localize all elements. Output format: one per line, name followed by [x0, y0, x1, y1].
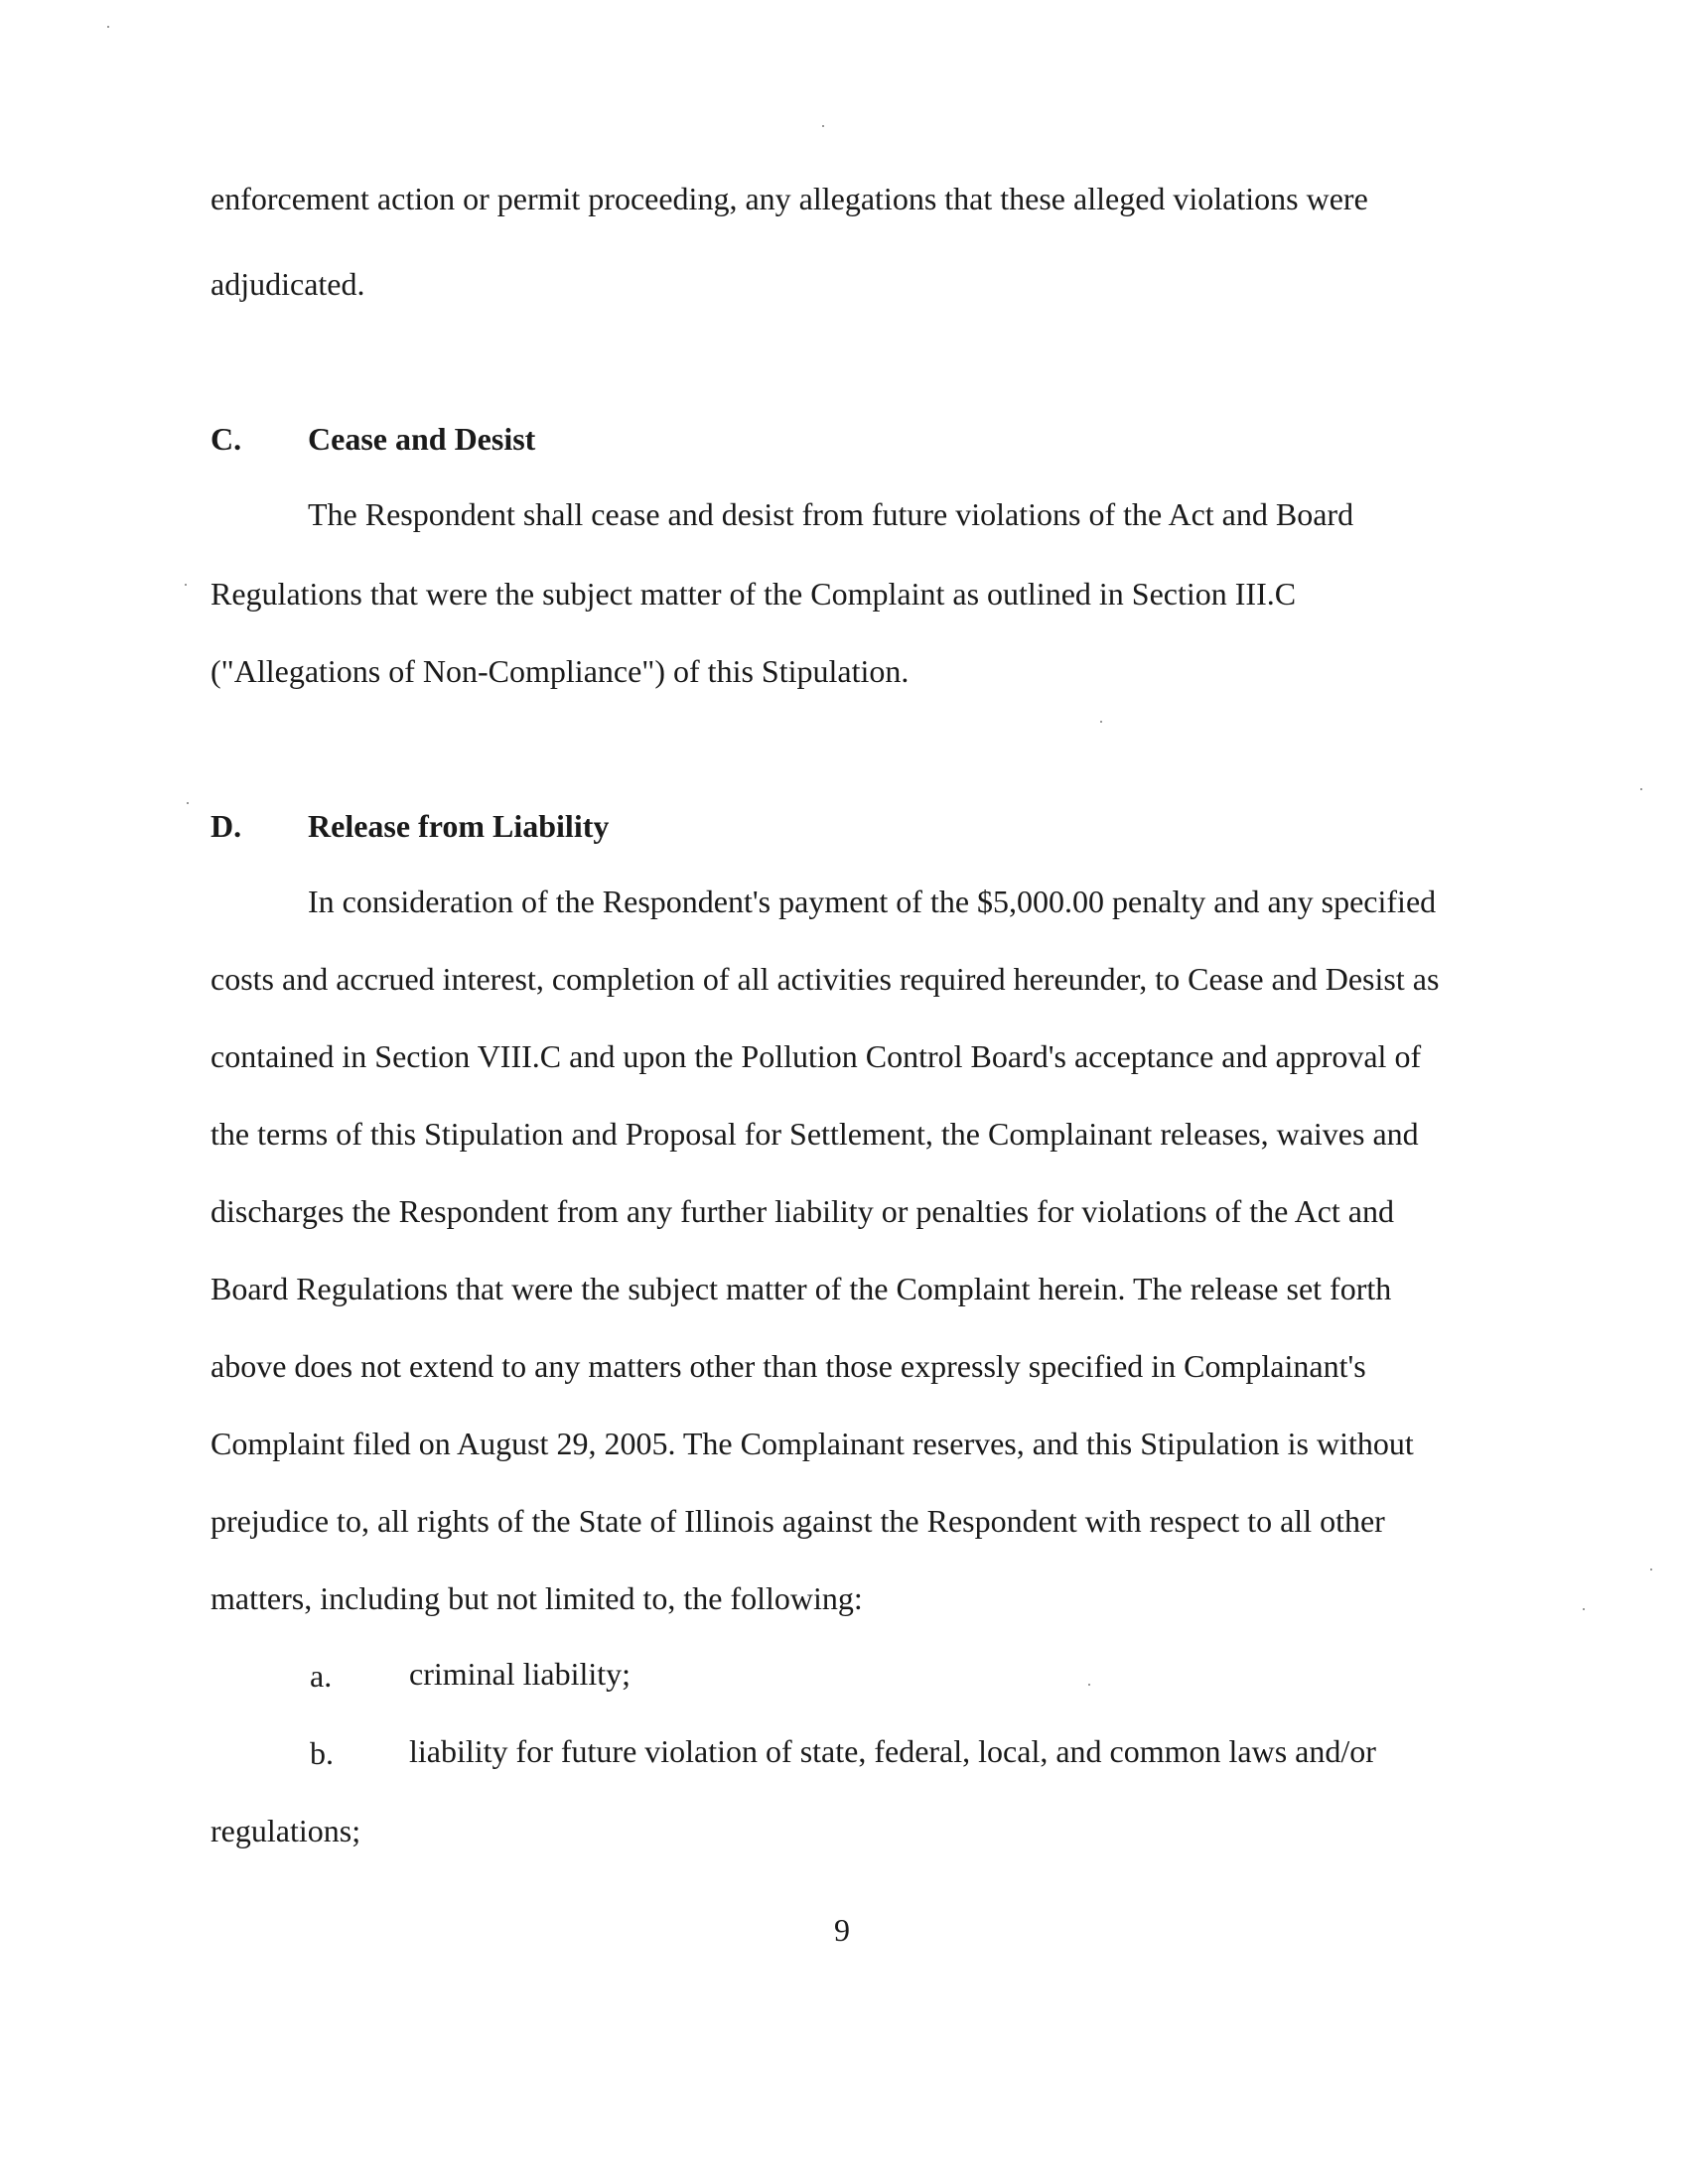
body-text-line: the terms of this Stipulation and Proposal for Settlement, the Complainant releases, waives and	[210, 1116, 1419, 1152]
list-item-letter: a.	[310, 1658, 333, 1694]
list-item-text: criminal liability;	[409, 1656, 632, 1692]
scan-speck	[1088, 1684, 1090, 1686]
body-text-line: contained in Section VIII.C and upon the Pollution Control Board's acceptance and approval of	[210, 1038, 1422, 1074]
body-text-line: matters, including but not limited to, the following:	[210, 1580, 863, 1616]
body-text-line: Board Regulations that were the subject matter of the Complaint herein. The release set forth	[210, 1271, 1392, 1306]
body-text-line: costs and accrued interest, completion of all activities required hereunder, to Cease and Desist as	[210, 961, 1440, 997]
body-text-line: Regulations that were the subject matter of the Complaint as outlined in Section III.C	[210, 576, 1297, 612]
section-heading-c	[210, 419, 535, 459]
body-text-line: The Respondent shall cease and desist from future violations of the Act and Board	[308, 496, 1354, 532]
section-title: Cease and Desist	[308, 421, 536, 457]
body-text-line: discharges the Respondent from any further liability or penalties for violations of the Act and	[210, 1193, 1394, 1229]
body-text-line: prejudice to, all rights of the State of Illinois against the Respondent with respect to all other	[210, 1503, 1385, 1539]
body-text-line: enforcement action or permit proceeding, any allegations that these alleged violations were	[210, 181, 1368, 216]
scan-speck	[187, 802, 189, 804]
body-text-line: Complaint filed on August 29, 2005. The Complainant reserves, and this Stipulation is without	[210, 1426, 1414, 1461]
section-letter: D.	[210, 808, 242, 844]
scan-speck	[185, 584, 187, 586]
scan-speck	[822, 125, 824, 127]
body-text-line: adjudicated.	[210, 266, 365, 302]
scan-speck	[1650, 1569, 1652, 1570]
scan-speck	[1583, 1608, 1585, 1610]
body-text-line: In consideration of the Respondent's payment of the $5,000.00 penalty and any specified	[308, 884, 1437, 919]
section-letter: C.	[210, 421, 242, 457]
body-text-line: above does not extend to any matters other than those expressly specified in Complainant's	[210, 1348, 1366, 1384]
scan-speck	[1640, 788, 1642, 790]
page-number: 9	[834, 1912, 850, 1948]
scan-speck	[1100, 721, 1102, 723]
section-heading-d	[210, 806, 609, 846]
body-text-line: regulations;	[210, 1813, 361, 1848]
body-text-line: ("Allegations of Non-Compliance") of this Stipulation.	[210, 653, 910, 689]
section-title: Release from Liability	[308, 808, 610, 844]
list-item-text: liability for future violation of state, federal, local, and common laws and/or	[409, 1733, 1376, 1769]
scan-speck	[107, 26, 109, 28]
list-item-letter: b.	[310, 1735, 334, 1771]
